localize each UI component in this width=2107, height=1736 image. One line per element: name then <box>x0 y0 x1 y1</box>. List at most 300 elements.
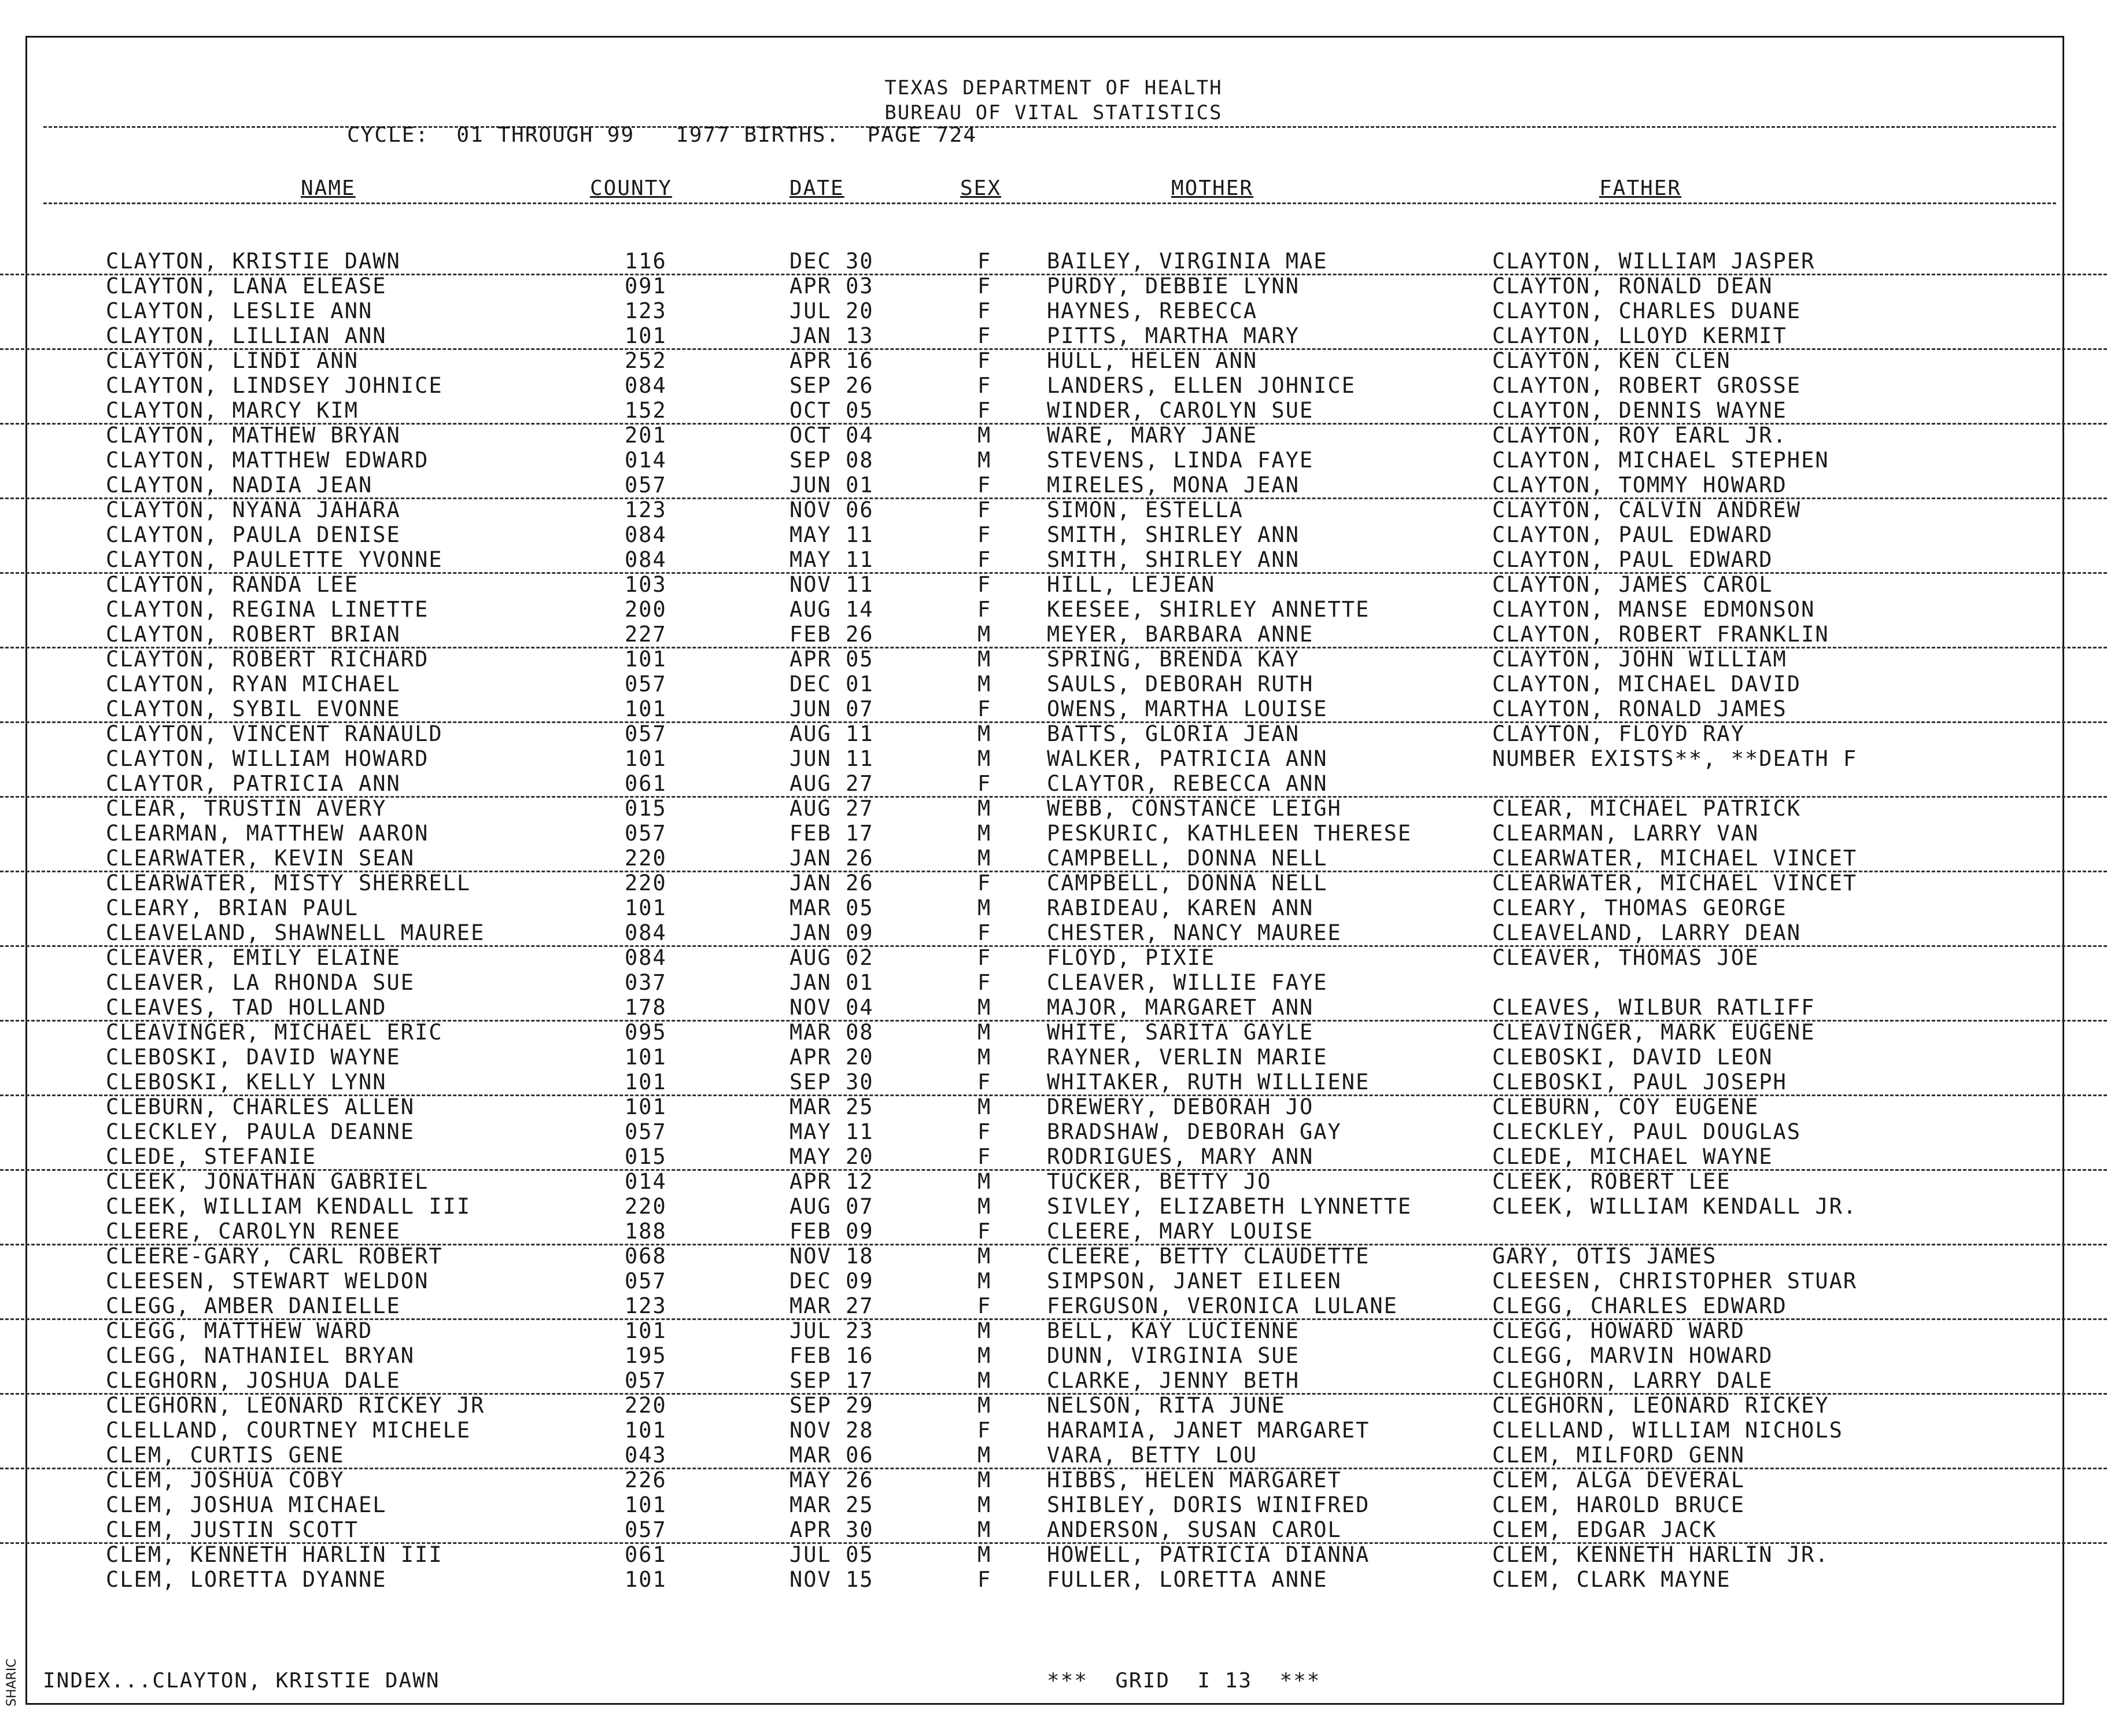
cell-mother: MIRELES, MONA JEAN <box>1047 473 1300 497</box>
cell-mother: PITTS, MARTHA MARY <box>1047 323 1300 348</box>
cell-sex: M <box>977 1343 992 1368</box>
table-row <box>0 1169 2107 1194</box>
cell-father: CLEBOSKI, DAVID LEON <box>1492 1045 1773 1070</box>
cell-father: CLEM, ALGA DEVERAL <box>1492 1468 1745 1492</box>
cell-mother: SHIBLEY, DORIS WINIFRED <box>1047 1492 1370 1517</box>
table-row <box>0 771 2107 798</box>
cell-name: CLEDE, STEFANIE <box>106 1144 317 1169</box>
cell-name: CLEARWATER, MISTY SHERRELL <box>106 871 471 895</box>
table-row <box>0 1468 2107 1492</box>
table-row <box>0 1269 2107 1293</box>
cell-county: 201 <box>625 423 667 448</box>
cell-mother: WHITE, SARITA GAYLE <box>1047 1020 1314 1045</box>
cell-mother: MAJOR, MARGARET ANN <box>1047 995 1314 1020</box>
header-rule <box>43 126 2056 128</box>
cell-sex: M <box>977 1169 992 1194</box>
cell-father: CLELLAND, WILLIAM NICHOLS <box>1492 1418 1843 1443</box>
cell-date: MAY 20 <box>789 1144 874 1169</box>
cell-sex: F <box>977 945 992 970</box>
cell-county: 057 <box>625 721 667 746</box>
cell-mother: RODRIGUES, MARY ANN <box>1047 1144 1314 1169</box>
table-row <box>0 871 2107 895</box>
cell-sex: M <box>977 423 992 448</box>
cell-county: 015 <box>625 796 667 821</box>
cell-father: CLEM, KENNETH HARLIN JR. <box>1492 1542 1829 1567</box>
cell-name: CLAYTON, MARCY KIM <box>106 398 359 423</box>
cell-father: CLEAR, MICHAEL PATRICK <box>1492 796 1802 821</box>
cell-date: MAY 11 <box>789 547 874 572</box>
cell-sex: F <box>977 920 992 945</box>
cell-county: 068 <box>625 1244 667 1269</box>
cell-sex: M <box>977 672 992 696</box>
cell-county: 178 <box>625 995 667 1020</box>
table-row <box>0 995 2107 1022</box>
cell-date: SEP 30 <box>789 1070 874 1094</box>
cell-name: CLEM, JOSHUA COBY <box>106 1468 345 1492</box>
cell-date: NOV 15 <box>789 1567 874 1592</box>
cell-name: CLEESEN, STEWART WELDON <box>106 1269 429 1293</box>
table-row <box>0 298 2107 323</box>
cell-sex: M <box>977 1542 992 1567</box>
table-row <box>0 647 2107 672</box>
cell-date: MAY 11 <box>789 1119 874 1144</box>
table-row <box>0 597 2107 622</box>
cell-county: 101 <box>625 1567 667 1592</box>
cell-county: 084 <box>625 373 667 398</box>
cell-sex: F <box>977 696 992 721</box>
cell-county: 057 <box>625 1119 667 1144</box>
column-header-mother: MOTHER <box>1171 176 1254 200</box>
cell-father: CLAYTON, RONALD DEAN <box>1492 274 1773 298</box>
cell-mother: HILL, LEJEAN <box>1047 572 1216 597</box>
cell-father: CLAYTON, ROBERT GROSSE <box>1492 373 1802 398</box>
cell-mother: RAYNER, VERLIN MARIE <box>1047 1045 1328 1070</box>
cell-mother: SIVLEY, ELIZABETH LYNNETTE <box>1047 1194 1412 1219</box>
cell-mother: PESKURIC, KATHLEEN THERESE <box>1047 821 1412 846</box>
cell-name: CLAYTON, NYANA JAHARA <box>106 497 401 522</box>
cell-name: CLAYTON, NADIA JEAN <box>106 473 373 497</box>
cell-mother: HAYNES, REBECCA <box>1047 298 1258 323</box>
cell-father: CLAYTON, LLOYD KERMIT <box>1492 323 1787 348</box>
cell-father: CLEM, HAROLD BRUCE <box>1492 1492 1745 1517</box>
cell-date: NOV 18 <box>789 1244 874 1269</box>
table-row <box>0 1094 2107 1119</box>
cell-father: CLEAVELAND, LARRY DEAN <box>1492 920 1802 945</box>
cell-father: CLEM, EDGAR JACK <box>1492 1517 1717 1542</box>
cell-father: CLAYTON, MICHAEL DAVID <box>1492 672 1802 696</box>
cell-father: CLAYTON, CHARLES DUANE <box>1492 298 1802 323</box>
column-header-date: DATE <box>789 176 844 200</box>
table-row <box>0 1343 2107 1368</box>
cell-name: CLEGG, AMBER DANIELLE <box>106 1293 401 1318</box>
cell-sex: M <box>977 647 992 672</box>
cell-county: 014 <box>625 448 667 473</box>
cell-name: CLAYTON, MATTHEW EDWARD <box>106 448 429 473</box>
cell-father: CLAYTON, PAUL EDWARD <box>1492 522 1773 547</box>
cell-sex: M <box>977 1393 992 1418</box>
cell-father: CLAYTON, JOHN WILLIAM <box>1492 647 1787 672</box>
cell-county: 226 <box>625 1468 667 1492</box>
cell-father: GARY, OTIS JAMES <box>1492 1244 1717 1269</box>
cell-name: CLAYTON, PAULA DENISE <box>106 522 401 547</box>
cell-county: 057 <box>625 672 667 696</box>
cell-father: CLAYTON, RONALD JAMES <box>1492 696 1787 721</box>
cell-county: 195 <box>625 1343 667 1368</box>
table-row <box>0 970 2107 995</box>
cell-county: 095 <box>625 1020 667 1045</box>
cell-sex: F <box>977 1070 992 1094</box>
table-row <box>0 1318 2107 1343</box>
cell-date: JUL 05 <box>789 1542 874 1567</box>
cell-county: 116 <box>625 249 667 274</box>
cell-date: APR 20 <box>789 1045 874 1070</box>
cell-date: NOV 06 <box>789 497 874 522</box>
cell-county: 220 <box>625 871 667 895</box>
cell-sex: F <box>977 1293 992 1318</box>
table-row <box>0 746 2107 771</box>
cell-name: CLEEK, JONATHAN GABRIEL <box>106 1169 429 1194</box>
agency-title: TEXAS DEPARTMENT OF HEALTH <box>884 76 1223 99</box>
cell-mother: HULL, HELEN ANN <box>1047 348 1258 373</box>
table-row <box>0 796 2107 821</box>
cell-father: CLEGG, HOWARD WARD <box>1492 1318 1745 1343</box>
cell-father: CLEAVINGER, MARK EUGENE <box>1492 1020 1816 1045</box>
cell-sex: M <box>977 1443 992 1468</box>
cell-name: CLAYTON, RANDA LEE <box>106 572 359 597</box>
cell-mother: BAILEY, VIRGINIA MAE <box>1047 249 1328 274</box>
cell-mother: CHESTER, NANCY MAUREE <box>1047 920 1342 945</box>
cell-name: CLAYTON, LESLIE ANN <box>106 298 373 323</box>
cell-name: CLEBOSKI, DAVID WAYNE <box>106 1045 401 1070</box>
cell-date: JUL 23 <box>789 1318 874 1343</box>
cell-mother: CLEERE, MARY LOUISE <box>1047 1219 1314 1244</box>
cell-father: CLEGG, CHARLES EDWARD <box>1492 1293 1787 1318</box>
cell-name: CLAYTON, PAULETTE YVONNE <box>106 547 443 572</box>
cell-mother: BELL, KAY LUCIENNE <box>1047 1318 1300 1343</box>
cell-sex: M <box>977 1244 992 1269</box>
cell-name: CLEERE, CAROLYN RENEE <box>106 1219 401 1244</box>
cell-name: CLEM, JOSHUA MICHAEL <box>106 1492 387 1517</box>
cell-county: 101 <box>625 1070 667 1094</box>
cell-mother: RABIDEAU, KAREN ANN <box>1047 895 1314 920</box>
table-row <box>0 622 2107 648</box>
cell-father: CLECKLEY, PAUL DOUGLAS <box>1492 1119 1802 1144</box>
cell-name: CLAYTON, VINCENT RANAULD <box>106 721 443 746</box>
cell-date: JUN 11 <box>789 746 874 771</box>
cell-sex: M <box>977 1492 992 1517</box>
cell-sex: M <box>977 1468 992 1492</box>
cell-date: MAY 11 <box>789 522 874 547</box>
cell-county: 037 <box>625 970 667 995</box>
cell-mother: FULLER, LORETTA ANNE <box>1047 1567 1328 1592</box>
table-row <box>0 1368 2107 1395</box>
cell-name: CLEM, KENNETH HARLIN III <box>106 1542 443 1567</box>
table-row <box>0 547 2107 574</box>
cell-sex: M <box>977 622 992 647</box>
cell-county: 152 <box>625 398 667 423</box>
cell-name: CLEM, LORETTA DYANNE <box>106 1567 387 1592</box>
cell-name: CLELLAND, COURTNEY MICHELE <box>106 1418 471 1443</box>
side-tag: SHARIC <box>5 1658 19 1706</box>
cell-mother: WEBB, CONSTANCE LEIGH <box>1047 796 1342 821</box>
cell-name: CLEGG, MATTHEW WARD <box>106 1318 373 1343</box>
table-row <box>0 1244 2107 1269</box>
table-row <box>0 323 2107 350</box>
cell-date: JAN 09 <box>789 920 874 945</box>
cell-date: DEC 09 <box>789 1269 874 1293</box>
cell-mother: ANDERSON, SUSAN CAROL <box>1047 1517 1342 1542</box>
cell-father: CLEGHORN, LARRY DALE <box>1492 1368 1773 1393</box>
cell-sex: M <box>977 796 992 821</box>
cell-county: 103 <box>625 572 667 597</box>
cell-sex: F <box>977 298 992 323</box>
cell-father: CLAYTON, WILLIAM JASPER <box>1492 249 1816 274</box>
table-row <box>0 1119 2107 1144</box>
cell-sex: F <box>977 572 992 597</box>
cell-date: FEB 17 <box>789 821 874 846</box>
cell-county: 015 <box>625 1144 667 1169</box>
cell-county: 101 <box>625 746 667 771</box>
cell-father: CLAYTON, JAMES CAROL <box>1492 572 1773 597</box>
cell-father: CLAYTON, CALVIN ANDREW <box>1492 497 1802 522</box>
cell-name: CLAYTON, ROBERT RICHARD <box>106 647 429 672</box>
cell-county: 101 <box>625 647 667 672</box>
table-row <box>0 821 2107 846</box>
cell-date: MAR 08 <box>789 1020 874 1045</box>
cell-date: OCT 04 <box>789 423 874 448</box>
cell-county: 084 <box>625 547 667 572</box>
cell-father: CLAYTON, FLOYD RAY <box>1492 721 1745 746</box>
cell-mother: FLOYD, PIXIE <box>1047 945 1216 970</box>
cell-county: 101 <box>625 1094 667 1119</box>
cell-mother: CAMPBELL, DONNA NELL <box>1047 871 1328 895</box>
cell-name: CLEAVES, TAD HOLLAND <box>106 995 387 1020</box>
table-row <box>0 945 2107 970</box>
cell-father: CLAYTON, ROBERT FRANKLIN <box>1492 622 1829 647</box>
cell-father: CLEARMAN, LARRY VAN <box>1492 821 1759 846</box>
cell-mother: SIMON, ESTELLA <box>1047 497 1243 522</box>
cell-county: 057 <box>625 473 667 497</box>
table-row <box>0 1567 2107 1592</box>
cell-father: CLEBURN, COY EUGENE <box>1492 1094 1759 1119</box>
cell-mother: WARE, MARY JANE <box>1047 423 1258 448</box>
cell-name: CLAYTOR, PATRICIA ANN <box>106 771 401 796</box>
bureau-title: BUREAU OF VITAL STATISTICS <box>884 101 1223 124</box>
cell-mother: SPRING, BRENDA KAY <box>1047 647 1300 672</box>
cell-mother: PURDY, DEBBIE LYNN <box>1047 274 1300 298</box>
cell-date: FEB 16 <box>789 1343 874 1368</box>
table-row <box>0 448 2107 473</box>
cell-mother: DUNN, VIRGINIA SUE <box>1047 1343 1300 1368</box>
cell-mother: NELSON, RITA JUNE <box>1047 1393 1286 1418</box>
cell-sex: F <box>977 547 992 572</box>
cell-sex: F <box>977 323 992 348</box>
cell-county: 101 <box>625 1318 667 1343</box>
cell-mother: CLARKE, JENNY BETH <box>1047 1368 1300 1393</box>
table-row <box>0 1070 2107 1096</box>
cell-name: CLEM, CURTIS GENE <box>106 1443 345 1468</box>
cell-sex: F <box>977 274 992 298</box>
cell-father: CLEBOSKI, PAUL JOSEPH <box>1492 1070 1787 1094</box>
cell-date: FEB 26 <box>789 622 874 647</box>
cell-mother: STEVENS, LINDA FAYE <box>1047 448 1314 473</box>
cell-county: 101 <box>625 1045 667 1070</box>
cell-county: 227 <box>625 622 667 647</box>
cell-name: CLAYTON, LINDI ANN <box>106 348 359 373</box>
cell-sex: F <box>977 249 992 274</box>
cell-county: 220 <box>625 1393 667 1418</box>
cell-mother: SAULS, DEBORAH RUTH <box>1047 672 1314 696</box>
cell-mother: BRADSHAW, DEBORAH GAY <box>1047 1119 1342 1144</box>
cell-mother: WINDER, CAROLYN SUE <box>1047 398 1314 423</box>
cell-county: 084 <box>625 920 667 945</box>
cell-county: 200 <box>625 597 667 622</box>
cell-mother: LANDERS, ELLEN JOHNICE <box>1047 373 1356 398</box>
table-row <box>0 249 2107 275</box>
table-row <box>0 1293 2107 1320</box>
cell-mother: FERGUSON, VERONICA LULANE <box>1047 1293 1398 1318</box>
table-row <box>0 1542 2107 1567</box>
table-row <box>0 1418 2107 1443</box>
cell-sex: M <box>977 821 992 846</box>
table-row <box>0 721 2107 746</box>
cell-mother: WHITAKER, RUTH WILLIENE <box>1047 1070 1370 1094</box>
cell-name: CLEGHORN, JOSHUA DALE <box>106 1368 401 1393</box>
cell-father: CLAYTON, MICHAEL STEPHEN <box>1492 448 1829 473</box>
cell-county: 057 <box>625 1368 667 1393</box>
cell-father: CLEDE, MICHAEL WAYNE <box>1492 1144 1773 1169</box>
cell-father: CLAYTON, MANSE EDMONSON <box>1492 597 1816 622</box>
cell-county: 043 <box>625 1443 667 1468</box>
cell-father: CLAYTON, ROY EARL JR. <box>1492 423 1787 448</box>
cell-date: JUN 07 <box>789 696 874 721</box>
cell-name: CLEGG, NATHANIEL BRYAN <box>106 1343 415 1368</box>
cell-sex: F <box>977 1418 992 1443</box>
cell-county: 057 <box>625 1517 667 1542</box>
cell-sex: M <box>977 1194 992 1219</box>
cell-county: 101 <box>625 1492 667 1517</box>
cell-date: APR 05 <box>789 647 874 672</box>
cell-date: OCT 05 <box>789 398 874 423</box>
cell-name: CLECKLEY, PAULA DEANNE <box>106 1119 415 1144</box>
cell-name: CLEBURN, CHARLES ALLEN <box>106 1094 415 1119</box>
cell-county: 057 <box>625 821 667 846</box>
cell-date: FEB 09 <box>789 1219 874 1244</box>
cell-mother: CAMPBELL, DONNA NELL <box>1047 846 1328 871</box>
table-row <box>0 423 2107 448</box>
column-header-county: COUNTY <box>590 176 673 200</box>
cell-date: APR 16 <box>789 348 874 373</box>
cell-date: AUG 02 <box>789 945 874 970</box>
cell-date: MAR 27 <box>789 1293 874 1318</box>
table-row <box>0 497 2107 522</box>
cell-sex: M <box>977 1045 992 1070</box>
index-footer: INDEX...CLAYTON, KRISTIE DAWN <box>43 1669 440 1693</box>
table-row <box>0 1393 2107 1418</box>
cell-name: CLEAVER, EMILY ELAINE <box>106 945 401 970</box>
cell-father: CLEARY, THOMAS GEORGE <box>1492 895 1787 920</box>
cell-date: APR 30 <box>789 1517 874 1542</box>
table-row <box>0 1194 2107 1219</box>
cell-county: 101 <box>625 895 667 920</box>
cell-mother: SIMPSON, JANET EILEEN <box>1047 1269 1342 1293</box>
cell-sex: M <box>977 1020 992 1045</box>
cell-sex: F <box>977 597 992 622</box>
cell-name: CLEBOSKI, KELLY LYNN <box>106 1070 387 1094</box>
column-header-father: FATHER <box>1599 176 1682 200</box>
cell-date: JAN 13 <box>789 323 874 348</box>
cell-date: SEP 26 <box>789 373 874 398</box>
table-row <box>0 920 2107 947</box>
cell-date: JUN 01 <box>789 473 874 497</box>
table-row <box>0 895 2107 920</box>
cell-father: CLAYTON, KEN CLEN <box>1492 348 1731 373</box>
cell-name: CLEEK, WILLIAM KENDALL III <box>106 1194 471 1219</box>
cell-county: 091 <box>625 274 667 298</box>
cell-date: NOV 04 <box>789 995 874 1020</box>
cell-county: 123 <box>625 1293 667 1318</box>
cell-sex: M <box>977 1368 992 1393</box>
cell-county: 101 <box>625 1418 667 1443</box>
cell-county: 014 <box>625 1169 667 1194</box>
cell-mother: MEYER, BARBARA ANNE <box>1047 622 1314 647</box>
cell-father: CLEAVER, THOMAS JOE <box>1492 945 1759 970</box>
cell-county: 061 <box>625 771 667 796</box>
cell-sex: F <box>977 1144 992 1169</box>
cell-father: CLEM, CLARK MAYNE <box>1492 1567 1731 1592</box>
cell-date: MAY 26 <box>789 1468 874 1492</box>
cell-father: CLEARWATER, MICHAEL VINCET <box>1492 871 1858 895</box>
cell-father: NUMBER EXISTS**, **DEATH F <box>1492 746 1858 771</box>
cell-name: CLAYTON, RYAN MICHAEL <box>106 672 401 696</box>
cell-date: MAR 06 <box>789 1443 874 1468</box>
cell-name: CLAYTON, REGINA LINETTE <box>106 597 429 622</box>
cell-father: CLEGG, MARVIN HOWARD <box>1492 1343 1773 1368</box>
cell-sex: F <box>977 522 992 547</box>
cell-name: CLAYTON, KRISTIE DAWN <box>106 249 401 274</box>
cell-date: MAR 25 <box>789 1492 874 1517</box>
table-row <box>0 1492 2107 1517</box>
cell-date: AUG 14 <box>789 597 874 622</box>
cell-father: CLEM, MILFORD GENN <box>1492 1443 1745 1468</box>
cell-date: AUG 07 <box>789 1194 874 1219</box>
cell-sex: F <box>977 373 992 398</box>
cell-date: MAR 05 <box>789 895 874 920</box>
cell-mother: WALKER, PATRICIA ANN <box>1047 746 1328 771</box>
table-row <box>0 1020 2107 1045</box>
cell-name: CLAYTON, WILLIAM HOWARD <box>106 746 429 771</box>
cell-county: 084 <box>625 522 667 547</box>
cell-date: APR 03 <box>789 274 874 298</box>
cell-sex: F <box>977 497 992 522</box>
cell-date: NOV 11 <box>789 572 874 597</box>
cell-mother: SMITH, SHIRLEY ANN <box>1047 522 1300 547</box>
table-row <box>0 696 2107 723</box>
cell-county: 061 <box>625 1542 667 1567</box>
cycle-line: CYCLE: 01 THROUGH 99 1977 BIRTHS. PAGE 724 <box>347 123 977 147</box>
cell-name: CLEERE-GARY, CARL ROBERT <box>106 1244 443 1269</box>
cell-father: CLEAVES, WILBUR RATLIFF <box>1492 995 1816 1020</box>
cell-sex: M <box>977 1094 992 1119</box>
cell-county: 123 <box>625 497 667 522</box>
cell-county: 101 <box>625 323 667 348</box>
table-row <box>0 1517 2107 1544</box>
cell-father: CLEARWATER, MICHAEL VINCET <box>1492 846 1858 871</box>
cell-date: NOV 28 <box>789 1418 874 1443</box>
cell-sex: F <box>977 871 992 895</box>
cell-mother: CLEERE, BETTY CLAUDETTE <box>1047 1244 1370 1269</box>
cell-county: 123 <box>625 298 667 323</box>
